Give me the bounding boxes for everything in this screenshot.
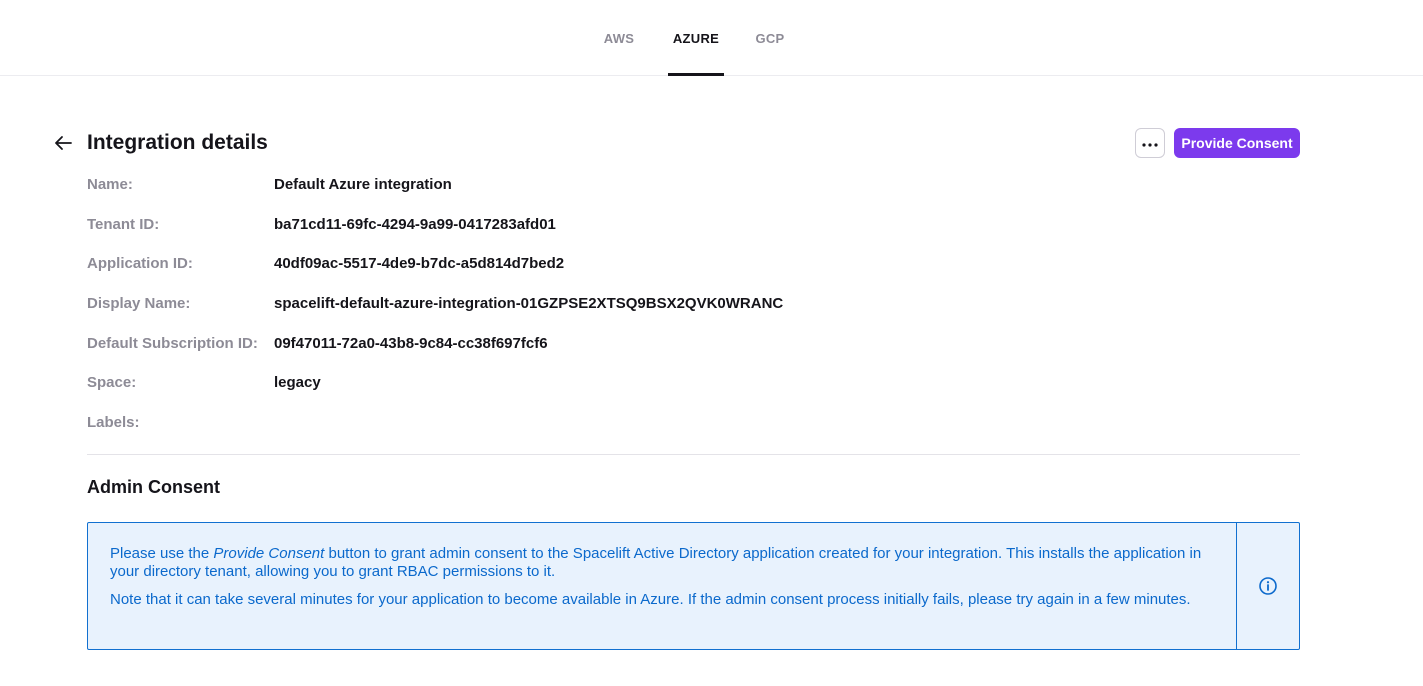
info-icon [1237,523,1299,649]
tab-azure[interactable]: AZURE [668,0,724,76]
provider-tabs [0,0,1423,76]
callout-text-suffix: button to grant admin consent to the Spacelift Active Directory application created for your integration. This installs the application in your directory tenant, allowing you to grant RBAC permissions to it. [110,545,1202,580]
admin-consent-info-callout [87,522,1300,650]
provide-consent-button[interactable]: Provide Consent [1174,128,1300,158]
detail-value: ba71cd11-69fc-4294-9a99-0417283afd01 [274,215,556,233]
tab-aws[interactable]: AWS [603,30,635,46]
detail-value: spacelift-default-azure-integration-01GZPSE2XTSQ9BSX2QVK0WRANC [274,295,784,313]
detail-row-subscription-id [87,333,1300,373]
callout-emphasis: Provide Consent [213,545,325,562]
more-horizontal-icon [1142,134,1158,152]
detail-row-application-id [87,253,1300,293]
callout-paragraph-2: Note that it can take several minutes for your application to become available in Azure. If the admin consent process initially fails, please try again in a few minutes. [110,591,1191,608]
detail-label: Labels: [87,414,140,432]
section-divider [87,454,1300,455]
tab-gcp[interactable]: GCP [755,30,785,46]
detail-row-tenant-id [87,214,1300,254]
detail-value: legacy [274,374,321,392]
detail-value: 40df09ac-5517-4de9-b7dc-a5d814d7bed2 [274,255,565,273]
arrow-left-icon[interactable] [52,132,74,154]
page-title: Integration details [87,131,268,154]
detail-label: Default Subscription ID: [87,334,258,352]
detail-row-labels [87,412,1300,452]
detail-value: Default Azure integration [274,176,452,193]
more-options-button[interactable] [1135,128,1165,158]
detail-label: Space: [87,374,137,392]
top-navigation-bar [0,0,1423,76]
detail-label: Display Name: [87,295,191,313]
callout-paragraph-1 [110,545,1214,581]
detail-value: 09f47011-72a0-43b8-9c84-cc38f697fcf6 [274,334,548,352]
detail-label: Name: [87,176,133,193]
callout-text [88,523,1237,649]
integration-details-list [87,174,1300,452]
admin-consent-title: Admin Consent [87,477,220,497]
detail-label: Application ID: [87,255,193,273]
detail-row-name [87,174,1300,214]
detail-row-display-name [87,293,1300,333]
detail-row-space [87,372,1300,412]
callout-text-prefix: Please use the [110,545,214,562]
detail-label: Tenant ID: [87,215,160,233]
